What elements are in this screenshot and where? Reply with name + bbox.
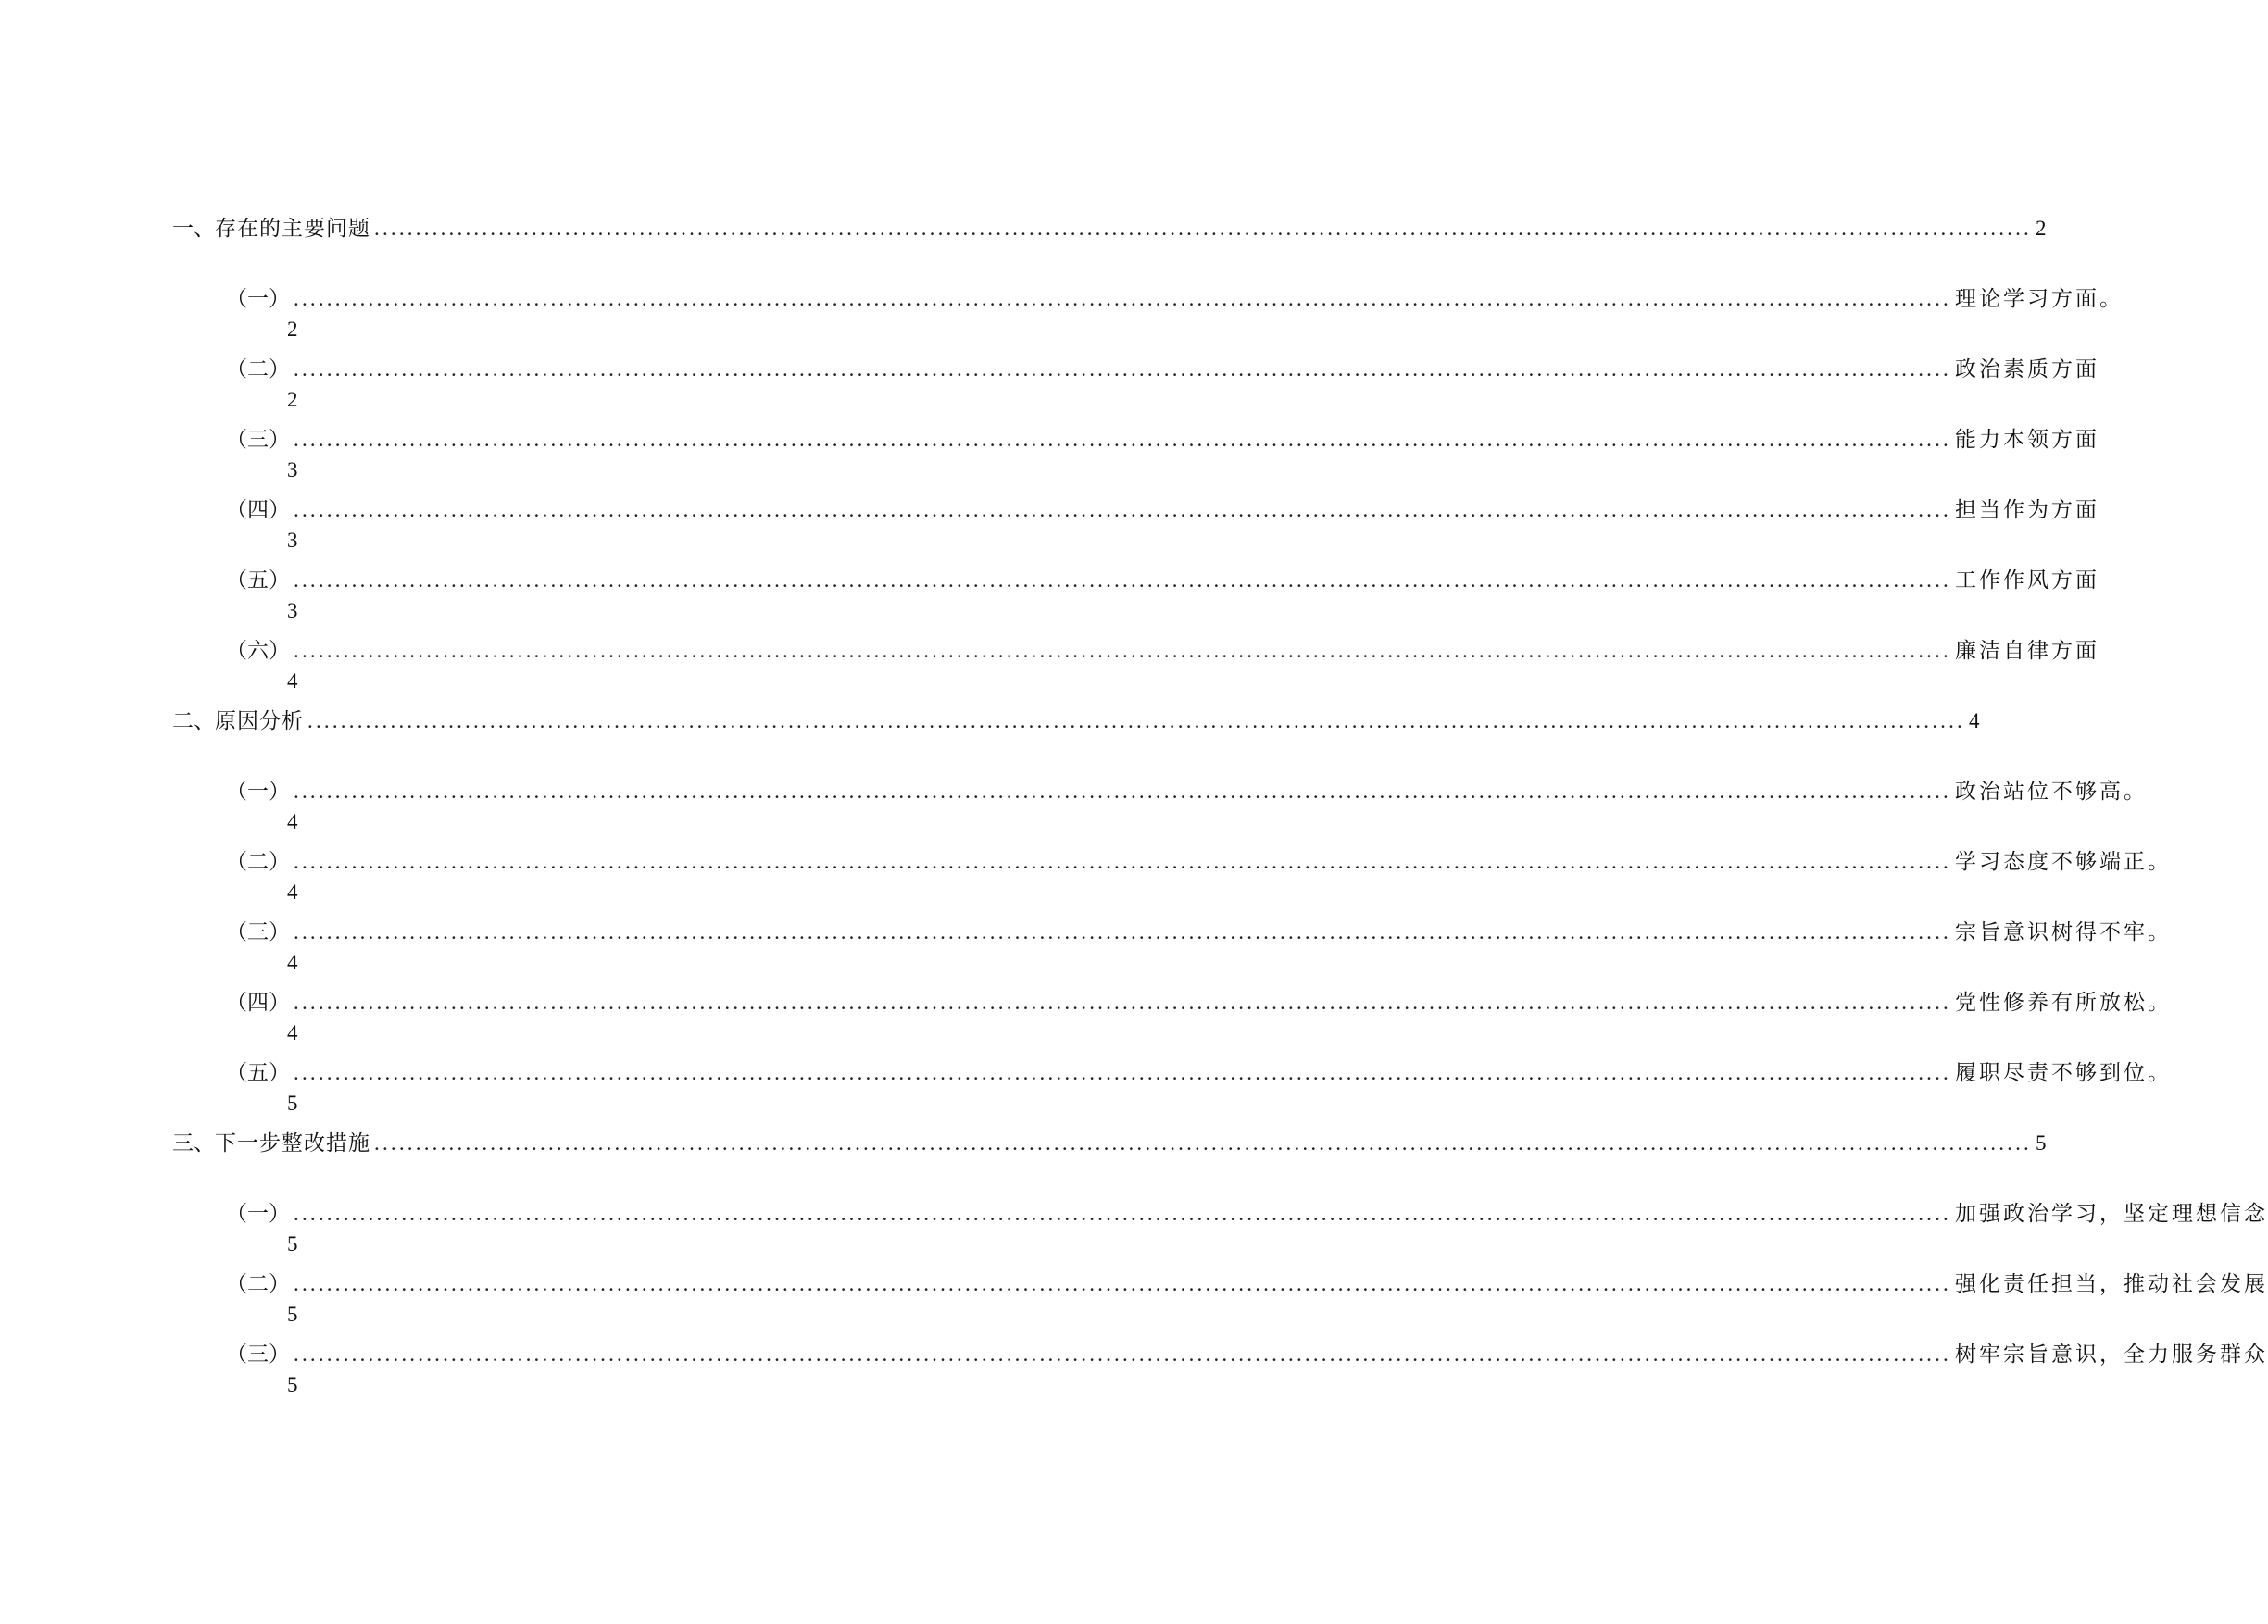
dot-leader: ........................................................................................................................................................................................................	[307, 709, 1965, 732]
toc-entry-page-number: 3	[287, 458, 298, 481]
toc-entry[interactable]	[226, 1341, 2268, 1368]
dot-leader: ........................................................................................................................................................................................................	[294, 1343, 1951, 1366]
toc-entry-title: 担当作为方面	[1955, 498, 2099, 522]
toc-entry-page-number: 2	[287, 318, 298, 341]
toc-entry-page-number: 4	[287, 1021, 298, 1044]
toc-entry-title: 履职尽责不够到位。	[1955, 1061, 2172, 1085]
dot-leader: ........................................................................................................................................................................................................	[294, 1272, 1951, 1295]
toc-entry-title: 学习态度不够端正。	[1955, 850, 2172, 874]
toc-entry-title: 存在的主要问题	[215, 217, 370, 241]
dot-leader: ........................................................................................................................................................................................................	[374, 217, 2032, 240]
toc-entry-number: （二）	[226, 850, 290, 874]
toc-entry[interactable]	[226, 1200, 2268, 1228]
toc-entry-title: 加强政治学习，坚定理想信念	[1955, 1202, 2268, 1226]
toc-entry-page-number: 2	[287, 388, 298, 411]
dot-leader: ........................................................................................................................................................................................................	[294, 991, 1951, 1014]
toc-entry-page-number: 2	[2036, 217, 2047, 240]
toc-entry-number: （二）	[226, 1272, 290, 1296]
toc-entry-page-number: 3	[287, 529, 298, 552]
toc-entry[interactable]	[226, 1059, 2172, 1087]
toc-entry[interactable]	[226, 918, 2172, 946]
dot-leader: ........................................................................................................................................................................................................	[374, 1131, 2032, 1155]
toc-entry[interactable]	[226, 637, 2099, 665]
toc-entry[interactable]	[172, 707, 1980, 735]
dot-leader: ........................................................................................................................................................................................................	[294, 357, 1951, 381]
dot-leader: ........................................................................................................................................................................................................	[294, 287, 1951, 310]
toc-entry-page-number: 3	[287, 599, 298, 622]
toc-entry[interactable]	[226, 848, 2172, 876]
toc-entry-title: 能力本领方面	[1955, 428, 2099, 452]
toc-entry-number: （四）	[226, 991, 290, 1015]
toc-entry-title: 政治素质方面	[1955, 357, 2099, 381]
dot-leader: ........................................................................................................................................................................................................	[294, 1202, 1951, 1225]
toc-entry-number: （一）	[226, 780, 290, 804]
toc-entry[interactable]	[226, 285, 2124, 313]
toc-entry-title: 政治站位不够高。	[1955, 780, 2148, 804]
toc-entry-number: （一）	[226, 1202, 290, 1226]
toc-entry-number: 二、	[172, 709, 215, 733]
toc-entry-page-number: 4	[287, 810, 298, 833]
toc-entry-page-number: 5	[287, 1092, 298, 1115]
dot-leader: ........................................................................................................................................................................................................	[294, 639, 1951, 662]
toc-entry-page-number: 4	[1969, 709, 1980, 732]
toc-entry-page-number: 5	[287, 1303, 298, 1326]
toc-entry-title: 党性修养有所放松。	[1955, 991, 2172, 1015]
toc-entry-page-number: 4	[287, 669, 298, 693]
toc-entry-page-number: 4	[287, 951, 298, 974]
toc-entry[interactable]	[226, 778, 2148, 806]
toc-entry-number: 三、	[172, 1131, 215, 1156]
toc-entry-title: 理论学习方面。	[1955, 287, 2124, 311]
toc-entry-page-number: 5	[2036, 1131, 2047, 1155]
toc-entry-number: 一、	[172, 217, 215, 241]
toc-entry-title: 廉洁自律方面	[1955, 639, 2099, 663]
toc-entry-page-number: 4	[287, 881, 298, 904]
toc-entry[interactable]	[226, 426, 2099, 454]
toc-entry-page-number: 5	[287, 1373, 298, 1396]
toc-entry-number: （三）	[226, 1343, 290, 1367]
toc-entry[interactable]	[226, 496, 2099, 524]
toc-entry[interactable]	[172, 1130, 2047, 1157]
toc-entry-title: 树牢宗旨意识，全力服务群众	[1955, 1343, 2268, 1367]
dot-leader: ........................................................................................................................................................................................................	[294, 498, 1951, 521]
toc-entry-title: 工作作风方面	[1955, 568, 2099, 593]
toc-entry-title: 宗旨意识树得不牢。	[1955, 920, 2172, 944]
toc-entry-number: （一）	[226, 287, 290, 311]
toc-entry-number: （二）	[226, 357, 290, 381]
toc-entry-number: （三）	[226, 428, 290, 452]
dot-leader: ........................................................................................................................................................................................................	[294, 920, 1951, 943]
toc-entry[interactable]	[226, 1270, 2268, 1298]
dot-leader: ........................................................................................................................................................................................................	[294, 780, 1951, 803]
toc-entry[interactable]	[226, 989, 2172, 1017]
toc-entry-number: （六）	[226, 639, 290, 663]
toc-entry-page-number: 5	[287, 1232, 298, 1255]
toc-entry-number: （三）	[226, 920, 290, 944]
dot-leader: ........................................................................................................................................................................................................	[294, 1061, 1951, 1084]
toc-entry-title: 下一步整改措施	[215, 1131, 370, 1156]
dot-leader: ........................................................................................................................................................................................................	[294, 428, 1951, 451]
toc-entry-number: （四）	[226, 498, 290, 522]
toc-entry-number: （五）	[226, 1061, 290, 1085]
toc-entry[interactable]	[226, 356, 2099, 383]
dot-leader: ........................................................................................................................................................................................................	[294, 568, 1951, 592]
toc-entry-title: 强化责任担当，推动社会发展	[1955, 1272, 2268, 1296]
toc-entry[interactable]	[172, 215, 2047, 243]
toc-entry[interactable]	[226, 567, 2099, 594]
toc-entry-title: 原因分析	[215, 709, 304, 733]
toc-entry-number: （五）	[226, 568, 290, 593]
dot-leader: ........................................................................................................................................................................................................	[294, 850, 1951, 873]
